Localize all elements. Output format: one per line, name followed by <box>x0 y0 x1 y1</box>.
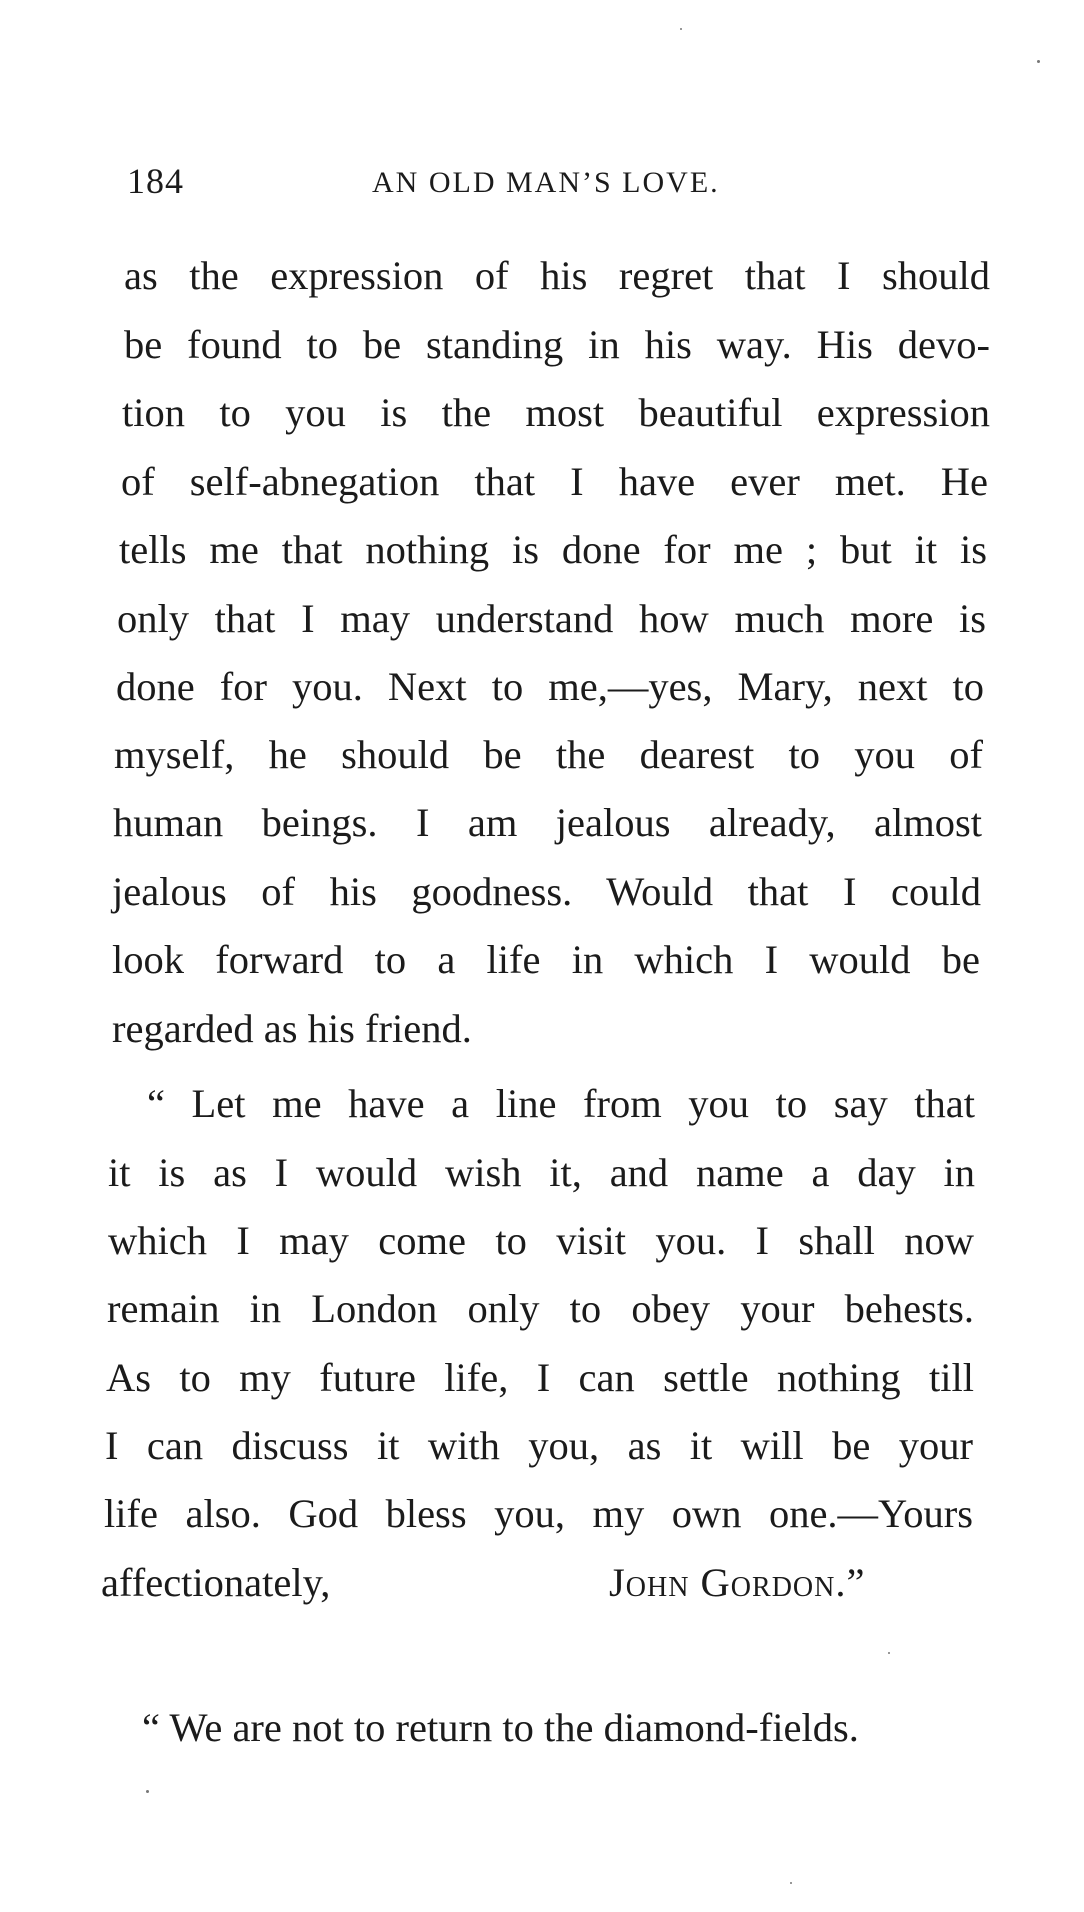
text-line: be found to be standing in his way. His devo- <box>124 322 990 367</box>
text-line: tion to you is the most beautiful expression <box>122 390 990 435</box>
closing-line <box>101 1555 981 1611</box>
running-title: AN OLD MAN’S LOVE. <box>372 166 720 199</box>
valediction: affectionately, <box>101 1560 331 1605</box>
text-line: which I may come to visit you. I shall now <box>108 1218 974 1263</box>
text-line: it is as I would wish it, and name a day in <box>108 1150 975 1195</box>
page-number: 184 <box>127 161 184 201</box>
print-speck <box>888 1652 890 1654</box>
text-line: As to my future life, I can settle nothing till <box>106 1355 974 1400</box>
print-speck <box>146 1790 149 1793</box>
print-speck <box>680 28 682 30</box>
text-line: jealous of his goodness. Would that I could <box>112 869 981 914</box>
text-line: as the expression of his regret that I should <box>124 253 990 298</box>
page-header <box>127 160 987 210</box>
text-line: regarded as his friend. <box>112 1006 472 1051</box>
text-line: remain in London only to obey your behests. <box>107 1286 974 1331</box>
print-speck <box>1037 60 1040 63</box>
text-line: look forward to a life in which I would be <box>112 937 980 982</box>
text-line: tells me that nothing is done for me ; but it is <box>119 527 987 572</box>
text-line: myself, he should be the dearest to you of <box>114 732 983 777</box>
text-line: I can discuss it with you, as it will be your <box>105 1423 973 1468</box>
print-speck <box>790 1882 792 1884</box>
signature: John Gordon.” <box>609 1560 866 1605</box>
next-paragraph-line: “ We are not to return to the diamond-fields. <box>142 1705 859 1750</box>
text-line: only that I may understand how much more is <box>117 596 986 641</box>
text-line: “ Let me have a line from you to say that <box>147 1081 975 1126</box>
text-line: life also. God bless you, my own one.—Yours <box>104 1491 973 1536</box>
text-line: done for you. Next to me,—yes, Mary, next to <box>116 664 984 709</box>
text-line: of self-abnegation that I have ever met. He <box>121 459 988 504</box>
text-line: human beings. I am jealous already, almost <box>113 800 982 845</box>
